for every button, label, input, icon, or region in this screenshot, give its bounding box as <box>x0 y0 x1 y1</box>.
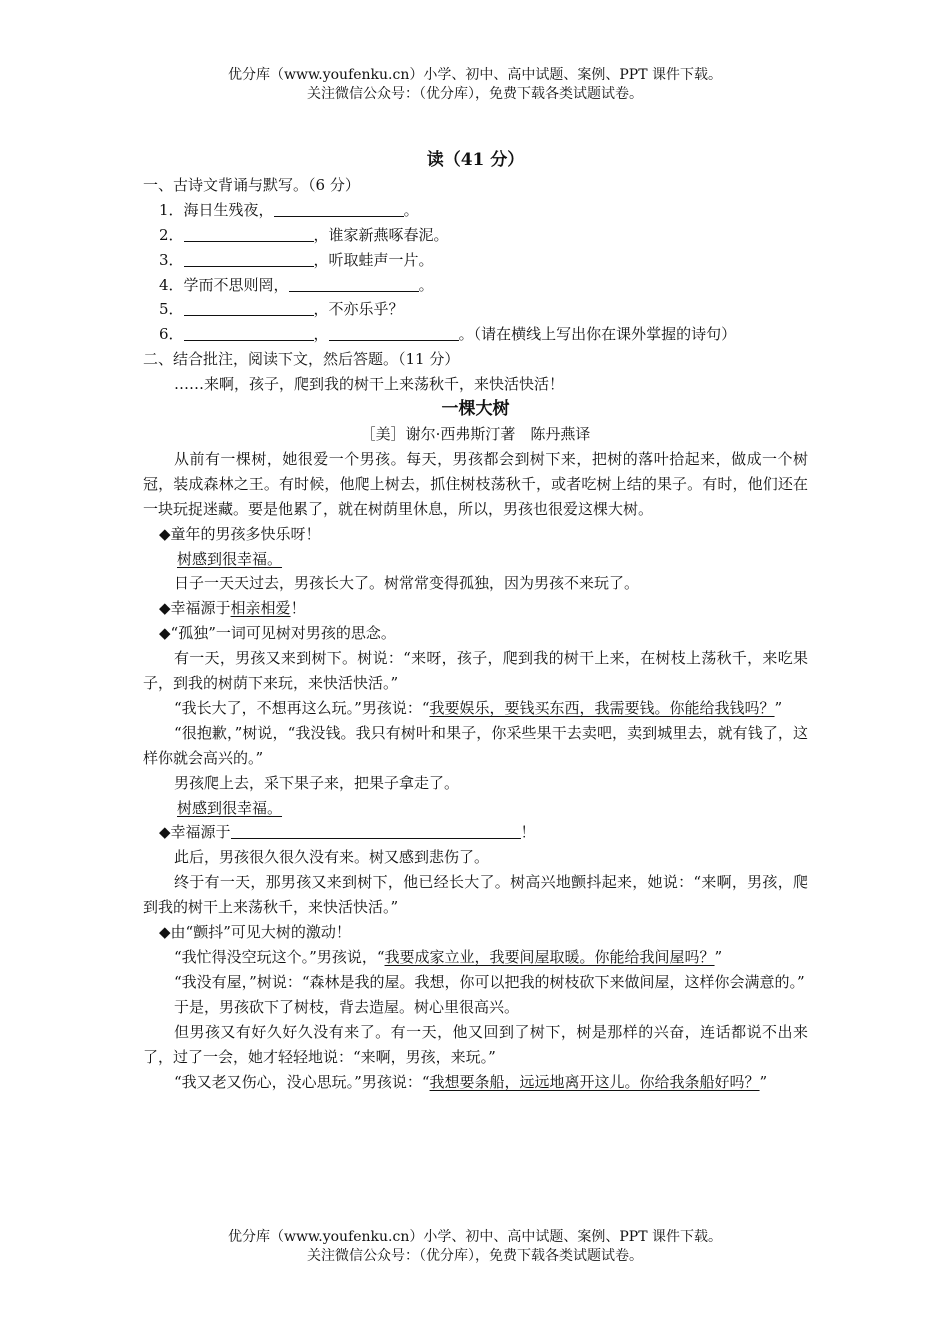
story-title: 一棵大树 <box>441 399 510 420</box>
answer-blank[interactable] <box>329 324 459 341</box>
paragraph-5: “很抱歉，”树说，“我没钱。我只有树叶和果子，你采些果干去卖吧，卖到城里去，就有钱了，这样你就会高兴的。” <box>143 723 808 767</box>
footer-line-1: 优分库（www.youfenku.cn）小学、初中、高中试题、案例、PPT 课件下载。 <box>227 1229 722 1245</box>
annotation-3: ◆“孤独”一词可见树对男孩的思念。 <box>159 624 396 643</box>
paragraph-7: 此后，男孩很久很久没有来。树又感到悲伤了。 <box>174 848 490 867</box>
story-author: ［美］谢尔·西弗斯汀著 陈丹燕译 <box>360 424 591 443</box>
paragraph-2: 日子一天天过去，男孩长大了。树常常变得孤独，因为男孩不来玩了。 <box>174 574 640 593</box>
page-header <box>0 66 950 104</box>
q2-heading: 二、结合批注，阅读下文，然后答题。（11 分） <box>143 350 460 369</box>
q1-item-5: 5． ，不亦乐乎？ <box>159 300 404 319</box>
header-line-1: 优分库（www.youfenku.cn）小学、初中、高中试题、案例、PPT 课件下载。 <box>227 67 722 83</box>
annotation-tree-happy-1: 树感到很幸福。 <box>177 549 283 568</box>
answer-blank[interactable] <box>231 822 521 839</box>
answer-blank[interactable] <box>184 225 314 242</box>
q1-item-3: 3． ，听取蛙声一片。 <box>159 250 434 269</box>
paragraph-13: “我又老又伤心，没心思玩。”男孩说：“我想要条船，远远地离开这儿。你给我条船好吗？” <box>174 1072 768 1091</box>
answer-blank[interactable] <box>289 275 419 292</box>
page-footer <box>0 1228 950 1266</box>
exam-content <box>143 148 808 1094</box>
footer-line-2: 关注微信公众号：（优分库），免费下载各类试题试卷。 <box>307 1248 643 1264</box>
paragraph-4: “我长大了，不想再这么玩。”男孩说：“我要娱乐，要钱买东西，我需要钱。你能给我钱吗？” <box>174 698 783 717</box>
annotation-1: ◆童年的男孩多快乐呀！ <box>159 524 321 543</box>
q1-item-6: 6． ， 。（请在横线上写出你在课外掌握的诗句） <box>159 325 737 344</box>
paragraph-1: 从前有一棵树，她很爱一个男孩。每天，男孩都会到树下来，把树的落叶拾起来，做成一个树冠，装成森林之王。有时候，他爬上树去，抓住树枝荡秋千，或者吃树上结的果子。有时，他们还在一块玩捉迷藏。要是他累了，就在树荫里休息，所以，男孩也很爱这棵大树。 <box>143 449 808 518</box>
header-line-2: 关注微信公众号：（优分库），免费下载各类试题试卷。 <box>307 86 643 102</box>
q1-item-4: 4．学而不思则罔， 。 <box>159 275 434 294</box>
annotation-4: ◆幸福源于 ！ <box>159 823 536 842</box>
section-title: 读（41 分） <box>426 150 525 170</box>
paragraph-11: 于是，男孩砍下了树枝，背去造屋。树心里很高兴。 <box>174 997 520 1016</box>
answer-blank[interactable] <box>184 299 314 316</box>
paragraph-6: 男孩爬上去，采下果子来，把果子拿走了。 <box>174 773 460 792</box>
paragraph-10: “我没有屋，”树说：“森林是我的屋。我想，你可以把我的树枝砍下来做间屋，这样你会满意的。” <box>174 972 805 991</box>
annotation-tree-happy-2: 树感到很幸福。 <box>177 798 283 817</box>
q2-intro: ……来啊，孩子，爬到我的树干上来荡秋千，来快活快活！ <box>174 375 565 394</box>
q1-item-2: 2． ，谁家新燕啄春泥。 <box>159 225 449 244</box>
paragraph-8: 终于有一天，那男孩又来到树下，他已经长大了。树高兴地颤抖起来，她说：“来啊，男孩，爬到我的树干上来荡秋千，来快活快活。” <box>143 873 808 917</box>
q1-heading: 一、古诗文背诵与默写。（6 分） <box>143 175 360 194</box>
paragraph-9: “我忙得没空玩这个。”男孩说，“我要成家立业，我要间屋取暖。你能给我间屋吗？” <box>174 948 723 966</box>
answer-blank[interactable] <box>184 250 314 267</box>
answer-blank[interactable] <box>184 324 314 341</box>
paragraph-3: 有一天，男孩又来到树下。树说：“来呀，孩子，爬到我的树干上来，在树枝上荡秋千，来吃果子，到我的树荫下来玩，来快活快活。” <box>143 649 808 693</box>
answer-blank[interactable] <box>274 200 404 217</box>
annotation-5: ◆由“颤抖”可见大树的激动！ <box>159 923 351 942</box>
q1-item-1: 1．海日生残夜， 。 <box>159 200 419 219</box>
annotation-2: ◆幸福源于相亲相爱！ <box>159 599 306 618</box>
paragraph-12: 但男孩又有好久好久没有来了。有一天，他又回到了树下，树是那样的兴奋，连话都说不出来了，过了一会，她才轻轻地说：“来啊，男孩，来玩。” <box>143 1022 808 1066</box>
